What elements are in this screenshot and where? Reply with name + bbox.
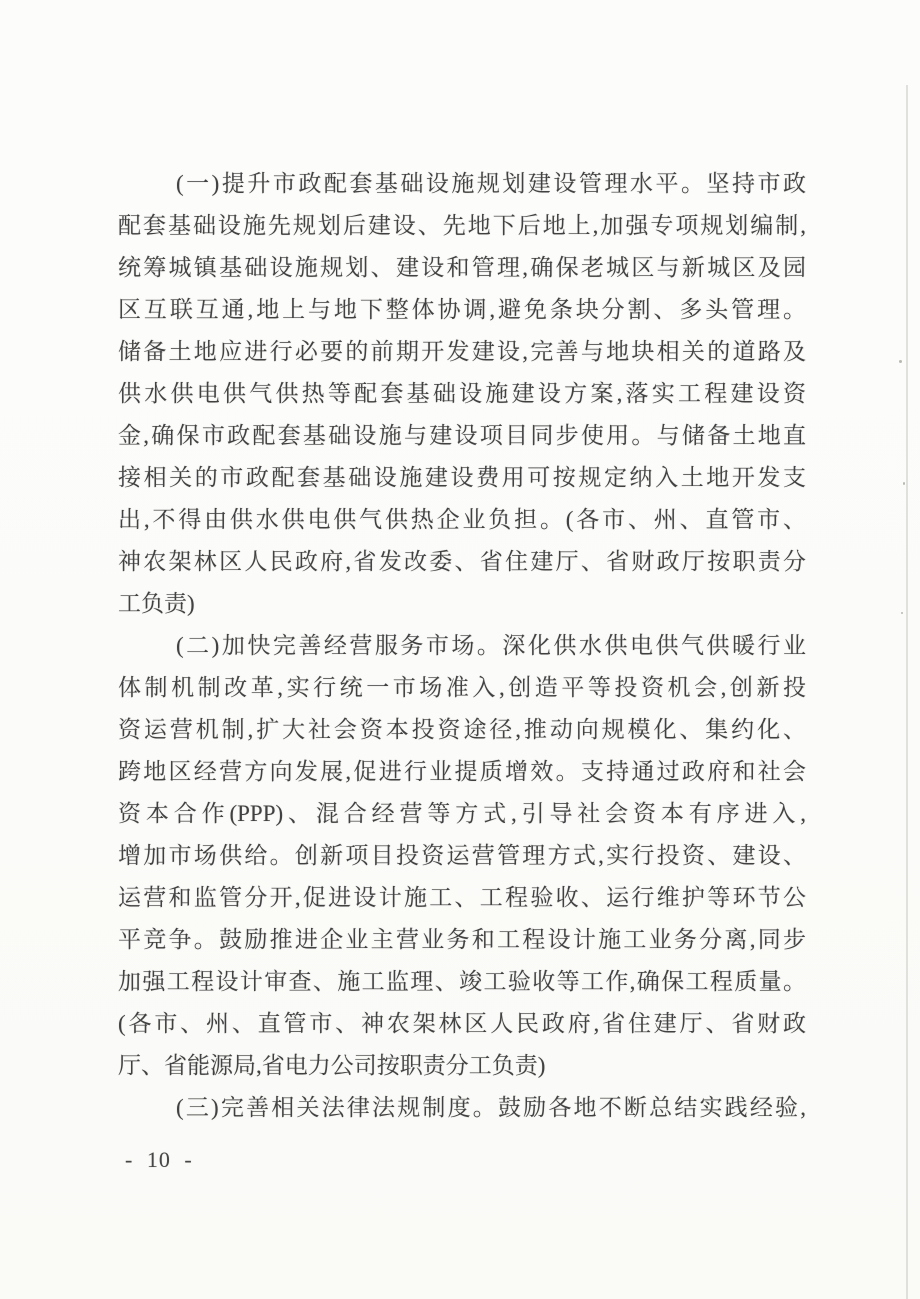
scan-speck — [899, 360, 902, 363]
text-line: 跨地区经营方向发展,促进行业提质增效。支持通过政府和社会 — [118, 759, 806, 784]
text-line: (各市、州、直管市、神农架林区人民政府,省住建厅、省财政 — [118, 1011, 806, 1036]
text-line: 储备土地应进行必要的前期开发建设,完善与地块相关的道路及 — [118, 339, 806, 364]
text-line: 配套基础设施先规划后建设、先地下后地上,加强专项规划编制, — [118, 213, 806, 238]
text-line: (一)提升市政配套基础设施规划建设管理水平。坚持市政 — [176, 171, 806, 196]
text-line: 工负责) — [118, 591, 195, 616]
scan-speck — [901, 612, 903, 614]
text-line: (二)加快完善经营服务市场。深化供水供电供气供暖行业 — [176, 633, 806, 658]
text-line: 厅、省能源局,省电力公司按职责分工负责) — [118, 1053, 546, 1078]
text-line: 平竞争。鼓励推进企业主营业务和工程设计施工业务分离,同步 — [118, 927, 806, 952]
text-line: 金,确保市政配套基础设施与建设项目同步使用。与储备土地直 — [118, 423, 806, 448]
text-line: (三)完善相关法律法规制度。鼓励各地不断总结实践经验, — [176, 1095, 806, 1120]
text-line: 供水供电供气供热等配套基础设施建设方案,落实工程建设资 — [118, 381, 806, 406]
document-body — [118, 163, 806, 1129]
text-line: 增加市场供给。创新项目投资运营管理方式,实行投资、建设、 — [118, 843, 806, 868]
text-line: 资本合作(PPP)、混合经营等方式,引导社会资本有序进入, — [118, 801, 806, 826]
text-line: 接相关的市政配套基础设施建设费用可按规定纳入土地开发支 — [118, 465, 806, 490]
scan-edge-artifact — [906, 85, 908, 1299]
page-number: - 10 - — [125, 1147, 193, 1172]
text-line: 资运营机制,扩大社会资本投资途径,推动向规模化、集约化、 — [118, 717, 806, 742]
scan-speck — [903, 482, 905, 485]
text-line: 加强工程设计审查、施工监理、竣工验收等工作,确保工程质量。 — [118, 969, 806, 994]
text-line: 神农架林区人民政府,省发改委、省住建厅、省财政厅按职责分 — [118, 549, 806, 574]
text-line: 区互联互通,地上与地下整体协调,避免条块分割、多头管理。 — [118, 297, 806, 322]
text-line: 统筹城镇基础设施规划、建设和管理,确保老城区与新城区及园 — [118, 255, 806, 280]
text-line: 运营和监管分开,促进设计施工、工程验收、运行维护等环节公 — [118, 885, 806, 910]
text-line: 出,不得由供水供电供气供热企业负担。(各市、州、直管市、 — [118, 507, 806, 532]
text-line: 体制机制改革,实行统一市场准入,创造平等投资机会,创新投 — [118, 675, 806, 700]
